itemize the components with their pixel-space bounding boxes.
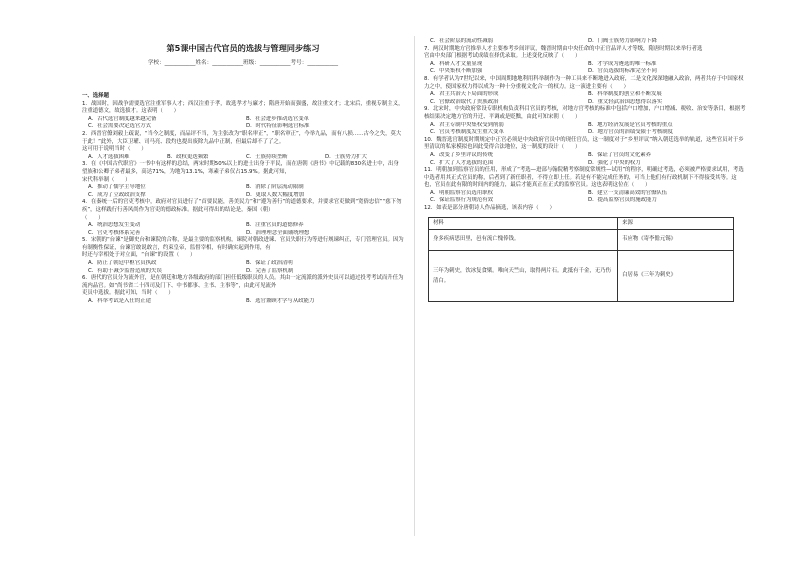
option-c: C．中央集权不断加强 — [430, 68, 483, 75]
option-c: C．士族持续垄断 — [246, 153, 288, 160]
material-table — [428, 217, 734, 303]
option-c: C．官员考核制度发生重大变革 — [430, 129, 504, 136]
option-d: D．更取人数大幅度增加 — [246, 191, 305, 198]
option-b: B．建立一支清廉高效的官僚队伍 — [588, 189, 668, 196]
option-b: B．科举制度的创立和不断发展 — [588, 91, 662, 98]
option-a: A．古代选官制度越来越完备 — [88, 115, 157, 122]
column-divider — [414, 36, 415, 536]
option-d: D．完善了监察机制 — [246, 267, 294, 274]
table-cell: 身多疾病思田里，邑有流亡愧俸钱。 — [429, 230, 618, 251]
option-a: A．明朝监察官员选用职权 — [430, 189, 493, 196]
student-info-line: 学校：___________姓名：___________班级：___________考号：___________ — [147, 60, 339, 66]
option-b: B．选官兼顾才学与从政能力 — [246, 298, 315, 305]
table-header-row — [429, 217, 734, 230]
option-c: C．官吏考核体系完善 — [88, 229, 141, 236]
option-c: C．官僚政治取代了贵族政治 — [430, 98, 499, 105]
option-a: A．人才选拔困难 — [88, 153, 130, 160]
option-d: D．士族势力扩大 — [325, 153, 367, 160]
option-d: D．提高监察官员的施政能力 — [588, 197, 657, 204]
option-a: A．科举考试是入仕的正途 — [88, 298, 151, 305]
table-cell: 韦应物《寄李儋元锡》 — [618, 230, 734, 251]
question-4: 4．在秦统一后的官吏考核中，政府对官员进行了“首要民能，善美民力”和“遵为善行”的道德要求，并要求官吏做到“宽俗忠信”“慈下勿疾”，这样践行行善风尚作为官吏的德政标准。据此可得出的结论是，秦国（朝） （ ） A．统治思想发生变动 B．注重官员的道德修养 C．官吏考核体系完善 D．治理理念全面铺统理想 — [82, 199, 404, 237]
option-a: A．推动了儒学主导地位 — [88, 184, 146, 191]
option-b: B．保证了官员的文化素养 — [588, 151, 651, 158]
question-12: 12．如表是部分唐朝诗人作品摘选，该表内容（ ） 材料 来源 身多疾病思田里，邑有流亡愧俸钱。 韦应物《寄李儋元锡》 三年为刺史，饮冰复食檗。唯向天竺山，取得两片石。此抵有千金，无乃伤清白。 白居易《三年为刺史》 — [424, 205, 746, 302]
option-c: C．扩大了人才选拔的范围 — [430, 159, 494, 166]
option-b: B．消除了阶层流动限制 — [246, 184, 304, 191]
question-9: 9．北宋时，中央政府常设专职机构负责科目官员的考核，对地方官考核的标准中包括户口增加，户口增减、税收、治安等条目，根据考核结果决定地方官的升迁、平调或是贬黜，由此可知宋朝（ ） A．君主专制中央集权受到削弱 B．地方经济发展是官员考核的重点 C．官员考核制度发生重大变革 D．地方官员的治绩受限于考核制度 — [424, 106, 746, 136]
table-cell: 白居易《三年为刺史》 — [618, 251, 734, 302]
table-header-cell: 来源 — [618, 217, 734, 230]
option-c: C．成为了立政政治支撑 — [88, 191, 146, 198]
question-8: 8．有学者认为7世纪以来，中国周期地地利用科举制作为一种工具来不断地进入政府，二是文化深深地融入政治，两者共存于中国家权力之中，使国家权力得以成为一种十分重视文化合一的权力。这一演进主要有（ ） A．君主共治天下局面的形成 B．科举制度的创立和不断发展 C．官僚政治取代了贵族政治 D．重文轻武治国思想得以落实 — [424, 76, 746, 106]
option-b: B．政权更迭频繁 — [167, 153, 209, 160]
table-cell: 三年为刺史，饮冰复食檗。唯向天竺山，取得两片石。此抵有千金，无乃伤清白。 — [429, 251, 618, 302]
option-b: B．保证了政治清明 — [246, 260, 293, 267]
option-d: D．重文轻武治国思想得以落实 — [588, 98, 663, 105]
option-c: C．有助于减少监督造成的失误 — [88, 267, 162, 274]
table-row — [429, 251, 734, 302]
question-2: 2．西晋官僚刘毅上疏说，“当今之制度，而品评不当，为主张改为“职名审正”，“职名审正”，今举九品，而有八损……古今之失，莫大于此！”此外，大臣卫瓘、司马亮、段灼也提出废除九品中正制，但最后却不了了之。 这可用于说明当时（ ） A．人才选拔困难 B．政权更迭频繁 C．士族持续垄断 D．士族势力扩大 — [82, 131, 404, 161]
option-d: D．官员选拔的标准完全不同 — [588, 68, 657, 75]
option-a: A．科研人才文量显现 — [430, 60, 483, 67]
question-1: 1．战国时，因战争需要选官注重军事人才；西汉注重于孝，故选孝才与廉才；隋唐开始而强盛，故注重文才；北宋后，重视专制主义，注重道德文，故选拔才。这表明（ ） A．古代选官制度越来越完备 B．社会进步推动选官变革 C．社会需要决定选官方式 D．时代特征影响选官标准 — [82, 100, 404, 130]
option-d: D．强化了中央的权力 — [588, 159, 641, 166]
option-c: C．社会需要决定选官方式 — [88, 123, 152, 130]
option-c: C．社会阶层的流动性减弱 — [430, 38, 494, 44]
question-10: 10．魏晋选官制度时期规定中正官必须是中央政府官员中的现任官员，这一制度对于“乡里评议”纳入朝廷选举的轨道，这些官员对于乡里清议的私家模拟也因此受得合法地位，这一制度的设计（ ） A．改变了乡里评议的传统 B．保证了官员的文化素养 C．扩大了人才选拔的范围 D．强化了中央的权力 — [424, 137, 746, 167]
question-5: 5．宋朝的“台谏”是御史台和谏院的合称，是最主要的监察机构，谏院对朝政进谏、官员失职行为等进行规谏纠正，专门管理官员。因为有制衡性保证，台谏官敢说敢言，约束皇帝，监督宰相，有时确实起到作用，有 时还与宰相处于对立面，“台谏”的设置（ ） A．防止了朝廷中枢官员执政 B．保证了政治清明 C．有助于减少监督造成的失误 D．完善了监察机制 — [82, 237, 404, 274]
option-b: B．地方经济发展是官员考核的重点 — [588, 121, 673, 128]
page-title: 第5课中国古代官员的选拔与管理同步练习 — [166, 43, 320, 53]
question-7: 7．两汉时期地方官推举人才主要参考乡间评议，魏晋时期由中央任命的中正官品评人才等级，隋唐时期以来举行者选 官由中央部门根据考试成绩在择优录取。上述变化反映了（ ） A．科研人才文量显现 B．才学成为遴选的唯一标准 C．中央集权不断加强 D．官员选拔的标准完全不同 — [424, 46, 746, 76]
question-6-continued — [424, 38, 746, 46]
option-a: A．改变了乡里评议的传统 — [430, 151, 493, 158]
option-d: D．地方官员的治绩受限于考核制度 — [588, 129, 674, 136]
option-b: B．注重官员的道德修养 — [246, 222, 304, 229]
option-d: D．门阀士族势力影响力下降 — [588, 38, 657, 44]
left-column — [82, 91, 404, 306]
option-d: D．时代特征影响选官标准 — [246, 123, 310, 130]
right-column — [424, 38, 746, 302]
question-11: 11．明朝加到监察官员的任用，形成了“考选—进部与翰院精考察制度常规性—试用”的程序，明确过考选，必须被严格要求试用，考选中选者用其正式官员的称，后者到了新任职者，不得立即上任。若是有不能完成任务的，可当上他们有行政机制下不得接受其等。这也，官员在此有限的时间内的能力，最后才能真正在正式的监察官员。这也表明这位在（ ） A．明朝监察官员选用职权 B．建立一支清廉高效的官僚队伍 C．保证监察行为规范有效 D．提高监察官员的施政能力 — [424, 167, 746, 205]
option-d: D．治理理念全面铺统理想 — [246, 229, 310, 236]
table-row — [429, 230, 734, 251]
option-a: A．君主专制中央集权受到削弱 — [430, 121, 504, 128]
option-c: C．保证监察行为规范有效 — [430, 197, 494, 204]
option-a: A．君主共治天下局面的形成 — [430, 91, 499, 98]
option-b: B．才学成为遴选的唯一标准 — [588, 60, 657, 67]
table-header-cell: 材料 — [429, 217, 618, 230]
option-a: A．防止了朝廷中枢官员执政 — [88, 260, 157, 267]
option-b: B．社会进步推动选官变革 — [246, 115, 309, 122]
option-a: A．统治思想发生变动 — [88, 222, 141, 229]
section-heading: 一、选择题 — [82, 93, 109, 99]
question-6: 6．唐代的官员分为流外官，是在朝廷和地方各级政府的部门担任低级职员的人员。其由一定流派的派外史员可以通过投考考试而升任为流内品官。如“尚书省二十四司及门下、中书都事、主书、主事等”，由此可见流外 吏员中选拔。据此可知，当时（ ） A．科举考试是入仕的正途 B．选官兼顾才学与从政能力 — [82, 275, 404, 305]
question-3: 3．在《中国古代职官》一书中有这样的总结，两宋时期50%以上的进士出身于平民，而在唐朝《唐书》中记载的830名进士中，出身望族和公卿子弟者最多，高达71%，为地为13.1%，寒素子弟仅占15.9%。据此可知， 宋代科举制（ ） A．推动了儒学主导地位 B．消除了阶层流动限制 C．成为了立政政治支撑 D．更取人数大幅度增加 — [82, 161, 404, 199]
